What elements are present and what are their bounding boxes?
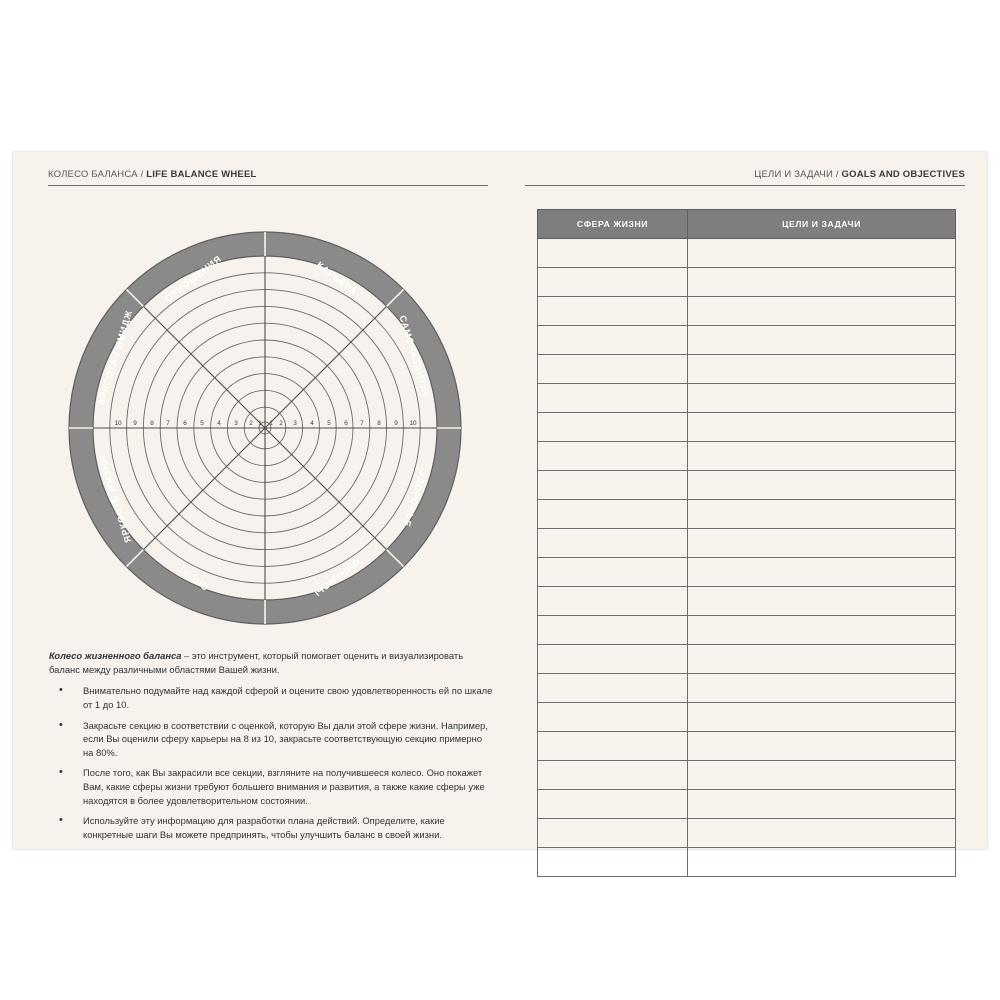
cell-goals[interactable] [688, 297, 956, 326]
table-body [538, 239, 956, 877]
svg-text:10: 10 [409, 420, 417, 427]
cell-goals[interactable] [688, 529, 956, 558]
cell-life-area[interactable] [538, 384, 688, 413]
wheel-label-relations: ОТНОШЕНИЯ [162, 253, 224, 304]
column-header-goals: ЦЕЛИ И ЗАДАЧИ [688, 210, 956, 239]
cell-life-area[interactable] [538, 674, 688, 703]
cell-goals[interactable] [688, 413, 956, 442]
cell-goals[interactable] [688, 558, 956, 587]
svg-text:4: 4 [310, 420, 314, 427]
cell-life-area[interactable] [538, 471, 688, 500]
cell-life-area[interactable] [538, 645, 688, 674]
title-separator-right: / [832, 169, 842, 180]
cell-life-area[interactable] [538, 413, 688, 442]
cell-life-area[interactable] [538, 268, 688, 297]
svg-text:3: 3 [234, 420, 238, 427]
life-balance-wheel[interactable] [55, 218, 475, 638]
cell-life-area[interactable] [538, 761, 688, 790]
cell-goals[interactable] [688, 761, 956, 790]
cell-life-area[interactable] [538, 819, 688, 848]
page-title-right [754, 169, 965, 180]
table-row[interactable] [538, 848, 956, 877]
cell-goals[interactable] [688, 355, 956, 384]
cell-goals[interactable] [688, 819, 956, 848]
svg-text:9: 9 [133, 420, 137, 427]
table-row[interactable] [538, 384, 956, 413]
instructions-list [49, 684, 494, 841]
table-row[interactable] [538, 326, 956, 355]
table-header-row [538, 210, 956, 239]
page-title-left [48, 169, 257, 180]
cell-goals[interactable] [688, 645, 956, 674]
list-item: • После того, как Вы закрасили все секции, взгляните на получившееся колесо. Оно покажет Вам, какие сферы жизни требуют большего внимания и развития, а также какие сферы уже находятся в более удовлетворительном состоянии. [49, 766, 494, 807]
instructions-lead-bold: Колесо жизненного баланса [49, 650, 182, 661]
cell-goals[interactable] [688, 471, 956, 500]
instructions-block [49, 649, 494, 849]
table-row[interactable] [538, 355, 956, 384]
goals-table-wrap [537, 209, 955, 877]
table-row[interactable] [538, 471, 956, 500]
cell-goals[interactable] [688, 384, 956, 413]
cell-goals[interactable] [688, 674, 956, 703]
svg-text:10: 10 [114, 420, 122, 427]
instructions-lead [49, 649, 494, 676]
table-row[interactable] [538, 442, 956, 471]
svg-text:6: 6 [183, 420, 187, 427]
page-title-right-ru: ЦЕЛИ И ЗАДАЧИ [754, 169, 833, 180]
wheel-label-health: ЗДОРОВЬЕ [401, 469, 429, 529]
svg-text:8: 8 [377, 420, 381, 427]
table-row[interactable] [538, 558, 956, 587]
cell-goals[interactable] [688, 500, 956, 529]
svg-text:7: 7 [166, 420, 170, 427]
cell-life-area[interactable] [538, 587, 688, 616]
goals-table [537, 209, 956, 877]
cell-life-area[interactable] [538, 326, 688, 355]
cell-life-area[interactable] [538, 703, 688, 732]
cell-goals[interactable] [688, 616, 956, 645]
wheel-label-finance: ФИНАНСЫ [311, 556, 362, 599]
table-row[interactable] [538, 761, 956, 790]
svg-text:5: 5 [200, 420, 204, 427]
wheel-label-sport: СПОРТ [175, 562, 211, 593]
svg-text:2: 2 [249, 420, 253, 427]
table-row[interactable] [538, 413, 956, 442]
table-row[interactable] [538, 587, 956, 616]
cell-goals[interactable] [688, 848, 956, 877]
table-row[interactable] [538, 732, 956, 761]
cell-goals[interactable] [688, 442, 956, 471]
list-item: • Внимательно подумайте над каждой сферой и оцените свою удовлетворенность ей по шкале от 1 до 10. [49, 684, 494, 711]
header-rule-left [48, 185, 488, 186]
svg-text:1: 1 [269, 420, 273, 427]
cell-goals[interactable] [688, 239, 956, 268]
svg-text:8: 8 [150, 420, 154, 427]
table-row[interactable] [538, 674, 956, 703]
wheel-label-beauty: КРАСОТА / ИМИДЖ [96, 308, 135, 406]
table-row[interactable] [538, 529, 956, 558]
cell-life-area[interactable] [538, 297, 688, 326]
cell-goals[interactable] [688, 268, 956, 297]
cell-goals[interactable] [688, 732, 956, 761]
cell-life-area[interactable] [538, 732, 688, 761]
table-row[interactable] [538, 645, 956, 674]
svg-text:6: 6 [344, 420, 348, 427]
cell-life-area[interactable] [538, 616, 688, 645]
cell-goals[interactable] [688, 703, 956, 732]
svg-text:1: 1 [258, 420, 262, 427]
list-item: • Закрасьте секцию в соответствии с оценкой, которую Вы дали этой сфере жизни. Например, если Вы оценили сферу карьеры на 8 из 10, закрасьте соответствующую секцию примерно на 80%. [49, 719, 494, 760]
wheel-spokes [93, 256, 437, 600]
svg-text:3: 3 [293, 420, 297, 427]
cell-life-area[interactable] [538, 239, 688, 268]
title-separator-left: / [137, 169, 147, 180]
wheel-label-brightness: ЯРКОСТЬ ЖИЗНИ [97, 453, 134, 544]
cell-life-area[interactable] [538, 558, 688, 587]
header-rule-right [525, 185, 965, 186]
table-row[interactable] [538, 790, 956, 819]
cell-life-area[interactable] [538, 500, 688, 529]
wheel-svg [55, 218, 475, 638]
svg-text:9: 9 [394, 420, 398, 427]
svg-text:4: 4 [217, 420, 221, 427]
table-row[interactable] [538, 268, 956, 297]
cell-life-area[interactable] [538, 848, 688, 877]
svg-text:7: 7 [360, 420, 364, 427]
wheel-label-selfdev: САМОРАЗВИТИЕ [397, 314, 433, 401]
list-item: • Используйте эту информацию для разработки плана действий. Определите, какие конкретные шаги Вы можете предпринять, чтобы улучшить баланс в своей жизни. [49, 814, 494, 841]
table-row[interactable] [538, 239, 956, 268]
cell-life-area[interactable] [538, 790, 688, 819]
cell-goals[interactable] [688, 587, 956, 616]
table-row[interactable] [538, 819, 956, 848]
column-header-life-area: СФЕРА ЖИЗНИ [538, 210, 688, 239]
notebook-page-spread [13, 152, 987, 849]
page-title-right-en: GOALS AND OBJECTIVES [841, 169, 965, 180]
wheel-label-career: КАРЬЕРА [314, 259, 360, 298]
cell-life-area[interactable] [538, 442, 688, 471]
page-title-left-ru: КОЛЕСО БАЛАНСА [48, 169, 138, 180]
page-title-left-en: LIFE BALANCE WHEEL [146, 169, 257, 180]
svg-text:2: 2 [279, 420, 283, 427]
instructions-lead-rest: – это инструмент, который помогает оценить и визуализировать баланс между различными областями Вашей жизни. [49, 650, 464, 675]
table-row[interactable] [538, 500, 956, 529]
table-row[interactable] [538, 703, 956, 732]
cell-goals[interactable] [688, 326, 956, 355]
table-row[interactable] [538, 616, 956, 645]
cell-life-area[interactable] [538, 355, 688, 384]
cell-goals[interactable] [688, 790, 956, 819]
cell-life-area[interactable] [538, 529, 688, 558]
svg-text:5: 5 [327, 420, 331, 427]
table-row[interactable] [538, 297, 956, 326]
